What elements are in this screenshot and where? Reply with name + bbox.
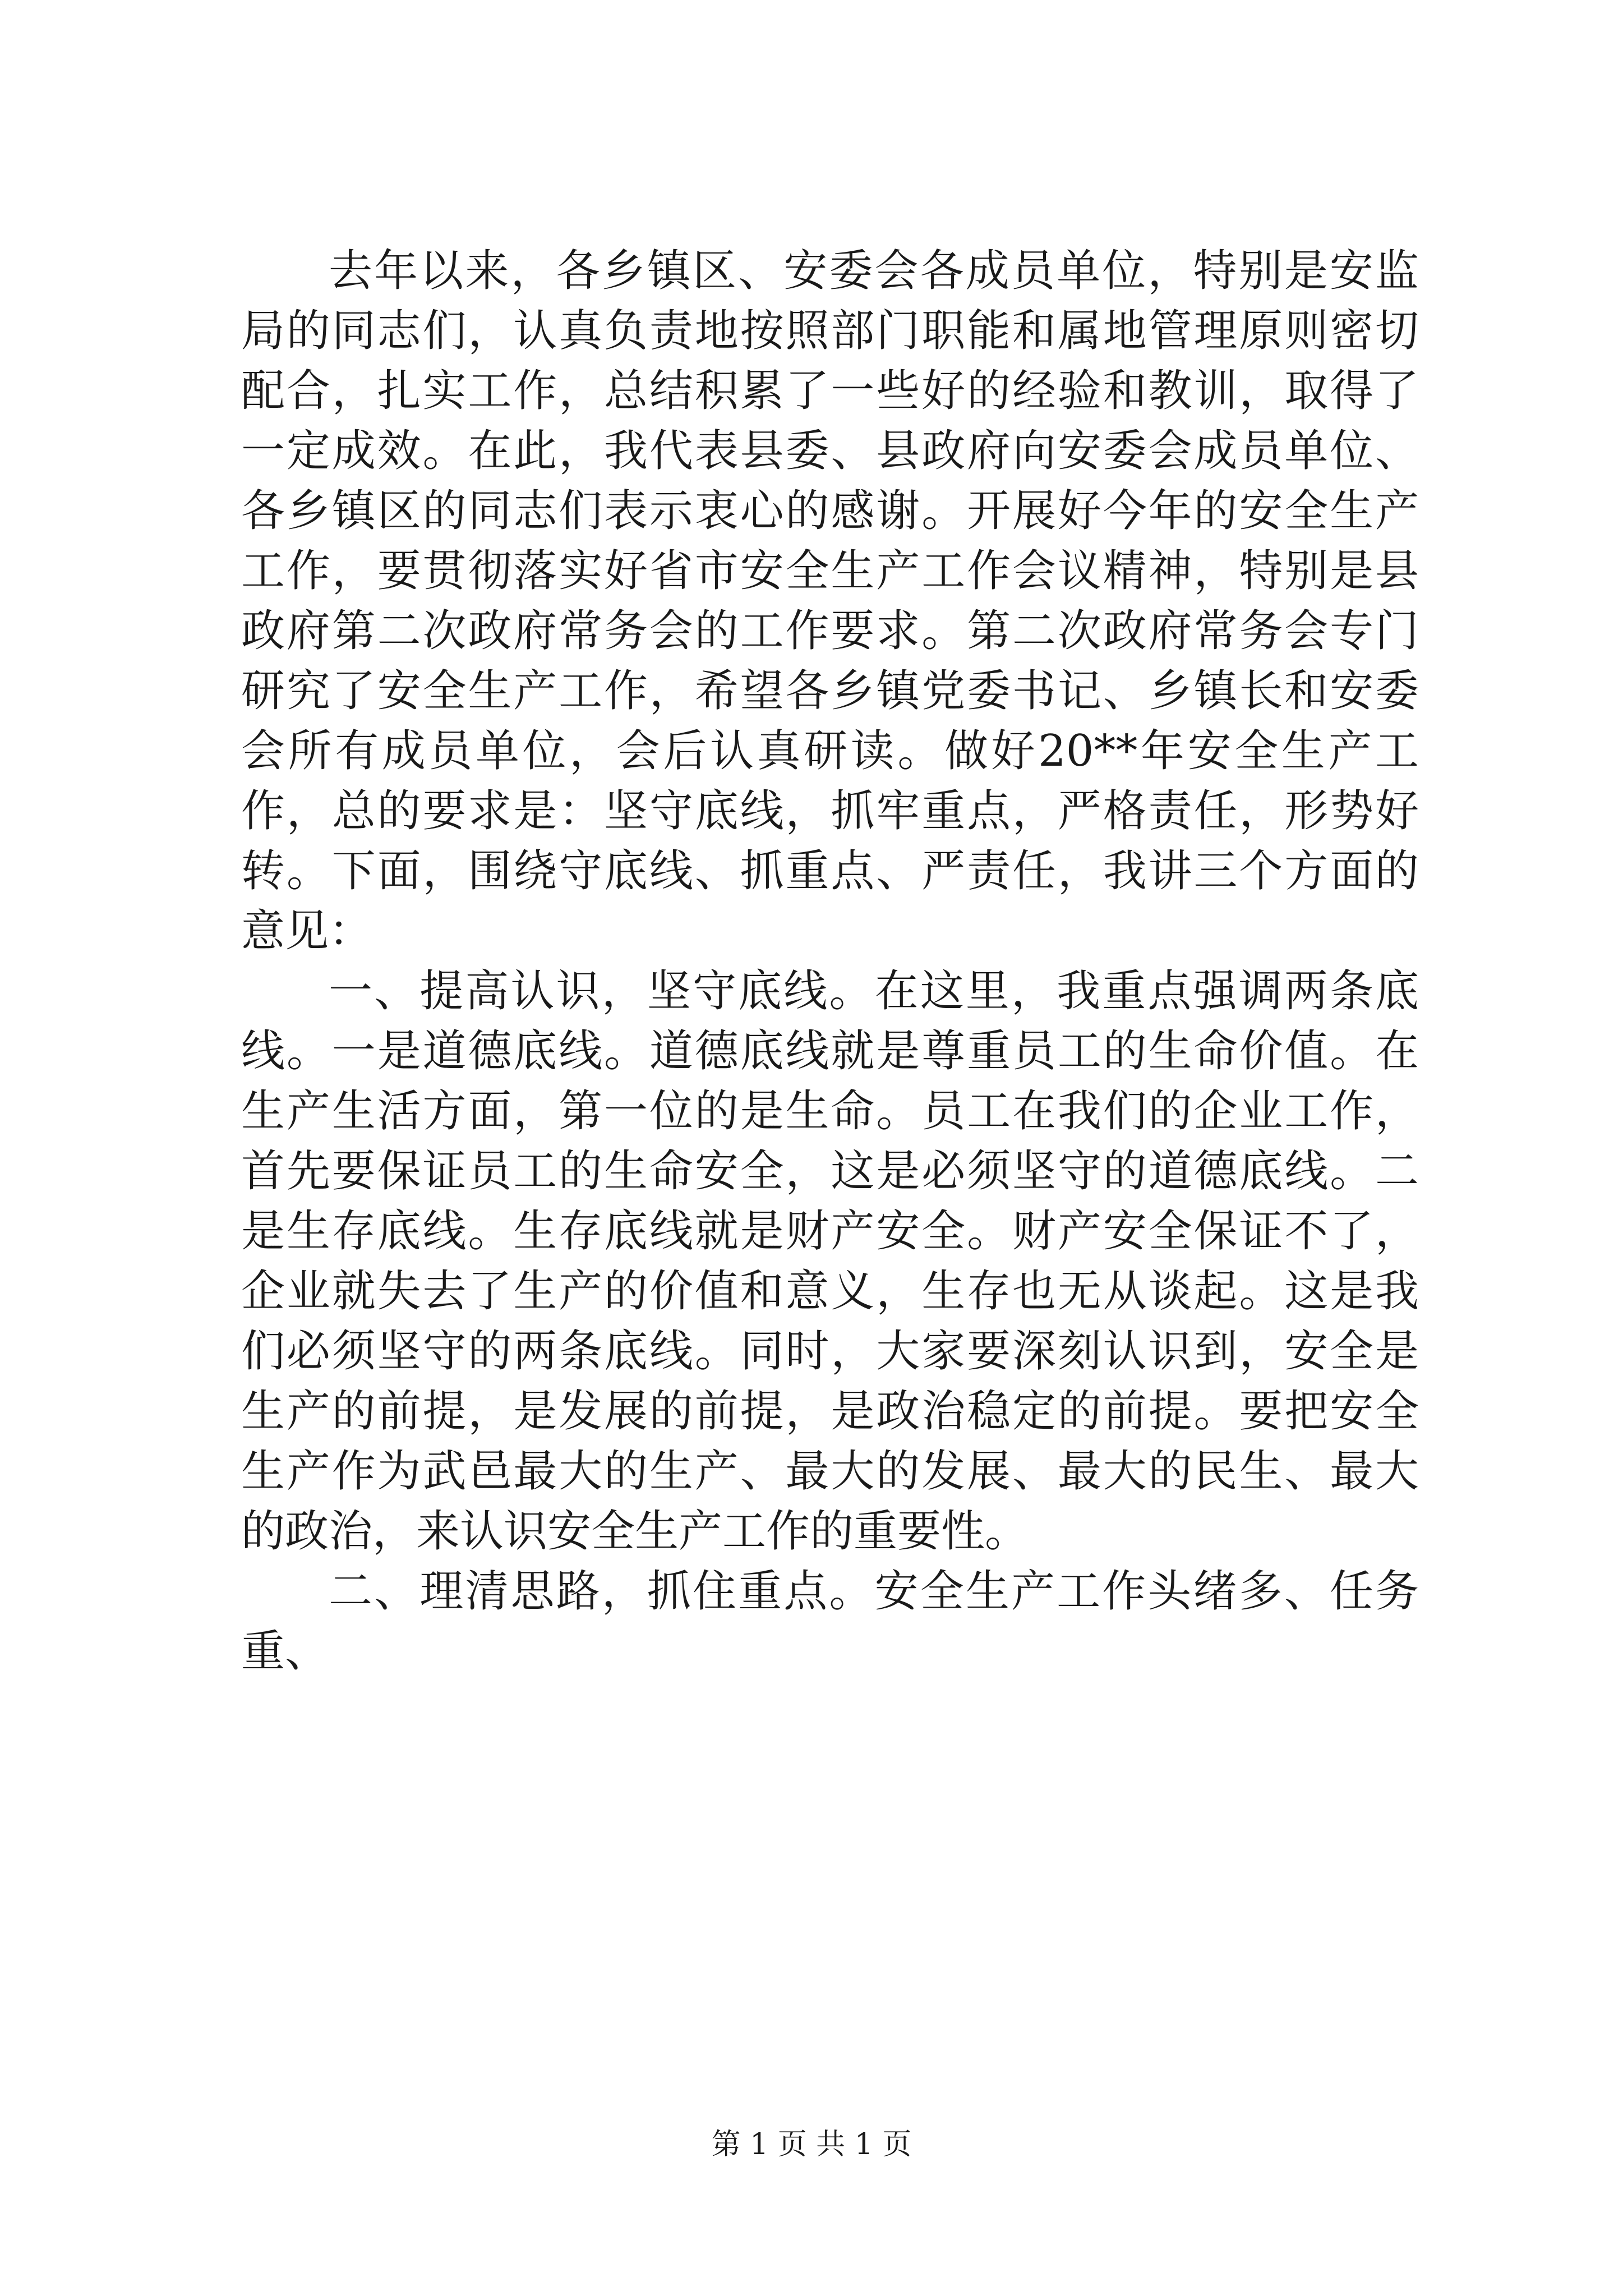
document-body — [241, 241, 1419, 1682]
paragraph-section-two: 二、理清思路，抓住重点。安全生产工作头绪多、任务重、 — [241, 1566, 1419, 1677]
paragraph-intro: 去年以来，各乡镇区、安委会各成员单位，特别是安监局的同志们，认真负责地按照部门职能和属地管理原则密切配合，扎实工作，总结积累了一些好的经验和教训，取得了一定成效。在此，我代表县委、县政府向安委会成员单位、各乡镇区的同志们表示衷心的感谢。开展好今年的安全生产工作，要贯彻落实好省市安全生产工作会议精神，特别是县政府第二次政府常务会的工作要求。第二次政府常务会专门研究了安全生产工作，希望各乡镇党委书记、乡镇长和安委会所有成员单位，会后认真研读。做好20**年安全生产工作，总的要求是：坚守底线，抓牢重点，严格责任，形势好转。下面，围绕守底线、抓重点、严责任，我讲三个方面的意见： — [241, 246, 1419, 956]
paragraph-section-one: 一、提高认识，坚守底线。在这里，我重点强调两条底线。一是道德底线。道德底线就是尊重员工的生命价值。在生产生活方面，第一位的是生命。员工在我们的企业工作，首先要保证员工的生命安全，这是必须坚守的道德底线。二是生存底线。生存底线就是财产安全。财产安全保证不了，企业就失去了生产的价值和意义，生存也无从谈起。这是我们必须坚守的两条底线。同时，大家要深刻认识到，安全是生产的前提，是发展的前提，是政治稳定的前提。要把安全生产作为武邑最大的生产、最大的发展、最大的民生、最大的政治，来认识安全生产工作的重要性。 — [241, 966, 1419, 1557]
page-number-footer: 第 1 页 共 1 页 — [711, 2128, 912, 2161]
